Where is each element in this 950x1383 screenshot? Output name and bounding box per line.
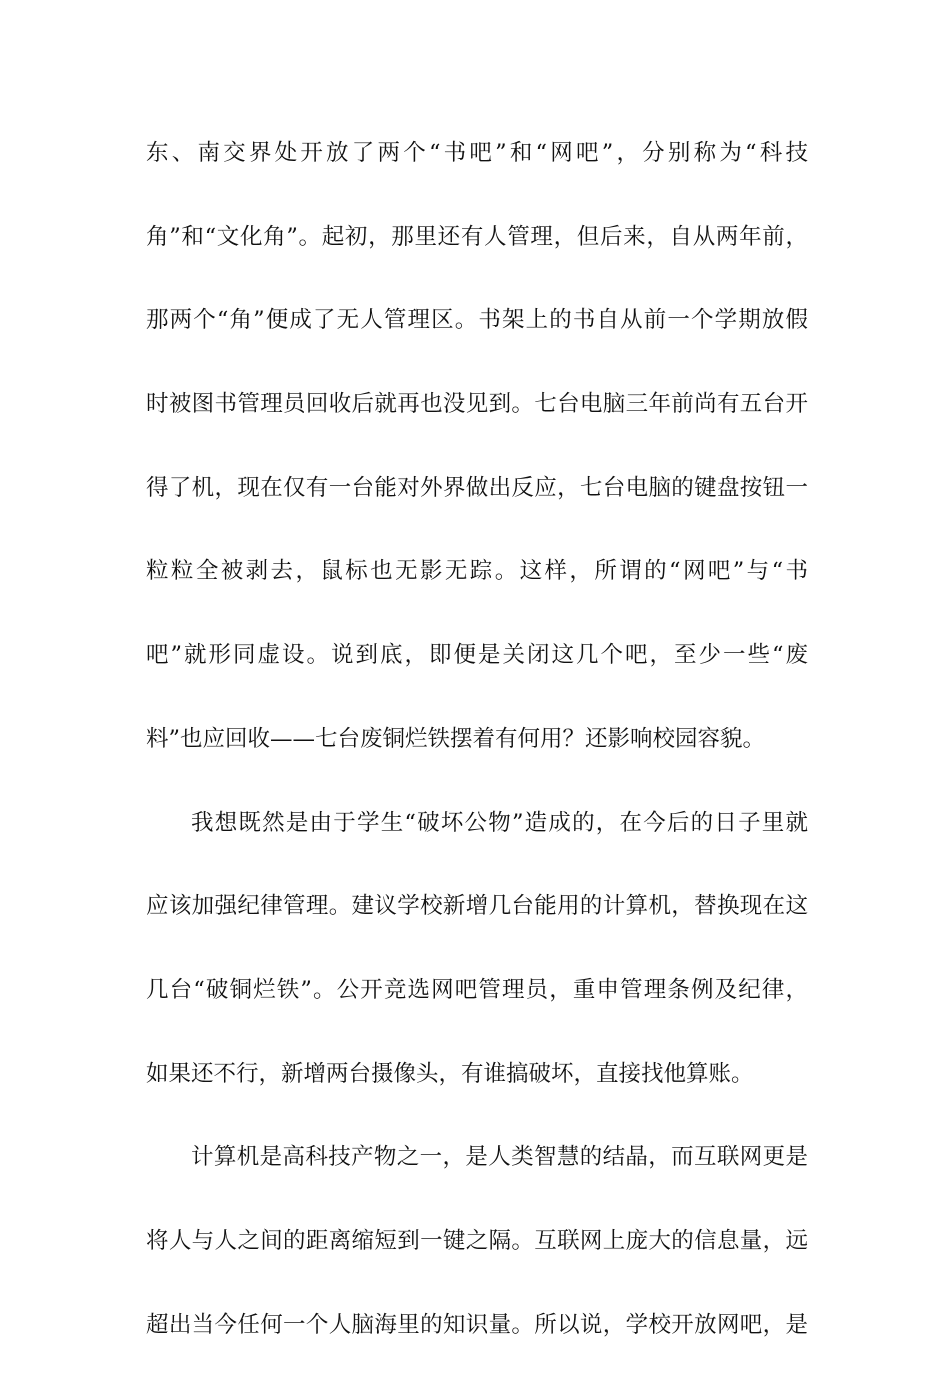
text-line: 如果还不行，新增两台摄像头，有谁搞破坏，直接找他算账。 bbox=[146, 1060, 754, 1087]
text-line: 角”和“文化角”。起初，那里还有人管理，但后来，自从两年前， bbox=[146, 223, 808, 250]
text-line: 得了机，现在仅有一台能对外界做出反应，七台电脑的键盘按钮一 bbox=[146, 474, 808, 501]
text-line: 时被图书管理员回收后就再也没见到。七台电脑三年前尚有五台开 bbox=[146, 391, 808, 418]
text-line: 东、南交界处开放了两个“书吧”和“网吧”，分别称为“科技 bbox=[146, 140, 808, 166]
text-line: 几台“破铜烂铁”。公开竞选网吧管理员，重申管理条例及纪律， bbox=[146, 976, 808, 1003]
text-line: 吧”就形同虚设。说到底，即便是关闭这几个吧，至少一些“废 bbox=[146, 642, 808, 669]
text-line: 料”也应回收——七台废铜烂铁摆着有何用？还影响校园容貌。 bbox=[146, 725, 766, 752]
body-text bbox=[146, 128, 808, 1383]
paragraph-start-line: 我想既然是由于学生“破坏公物”造成的，在今后的日子里就 bbox=[191, 809, 808, 836]
paragraph-start-line: 计算机是高科技产物之一，是人类智慧的结晶，而互联网更是 bbox=[191, 1144, 808, 1171]
text-line: 将人与人之间的距离缩短到一键之隔。互联网上庞大的信息量，远 bbox=[146, 1227, 808, 1254]
text-line: 超出当今任何一个人脑海里的知识量。所以说，学校开放网吧，是 bbox=[146, 1311, 808, 1338]
text-line: 粒粒全被剥去，鼠标也无影无踪。这样，所谓的“网吧”与“书 bbox=[146, 558, 808, 585]
text-line: 应该加强纪律管理。建议学校新增几台能用的计算机，替换现在这 bbox=[146, 893, 808, 920]
text-line: 那两个“角”便成了无人管理区。书架上的书自从前一个学期放假 bbox=[146, 307, 808, 334]
